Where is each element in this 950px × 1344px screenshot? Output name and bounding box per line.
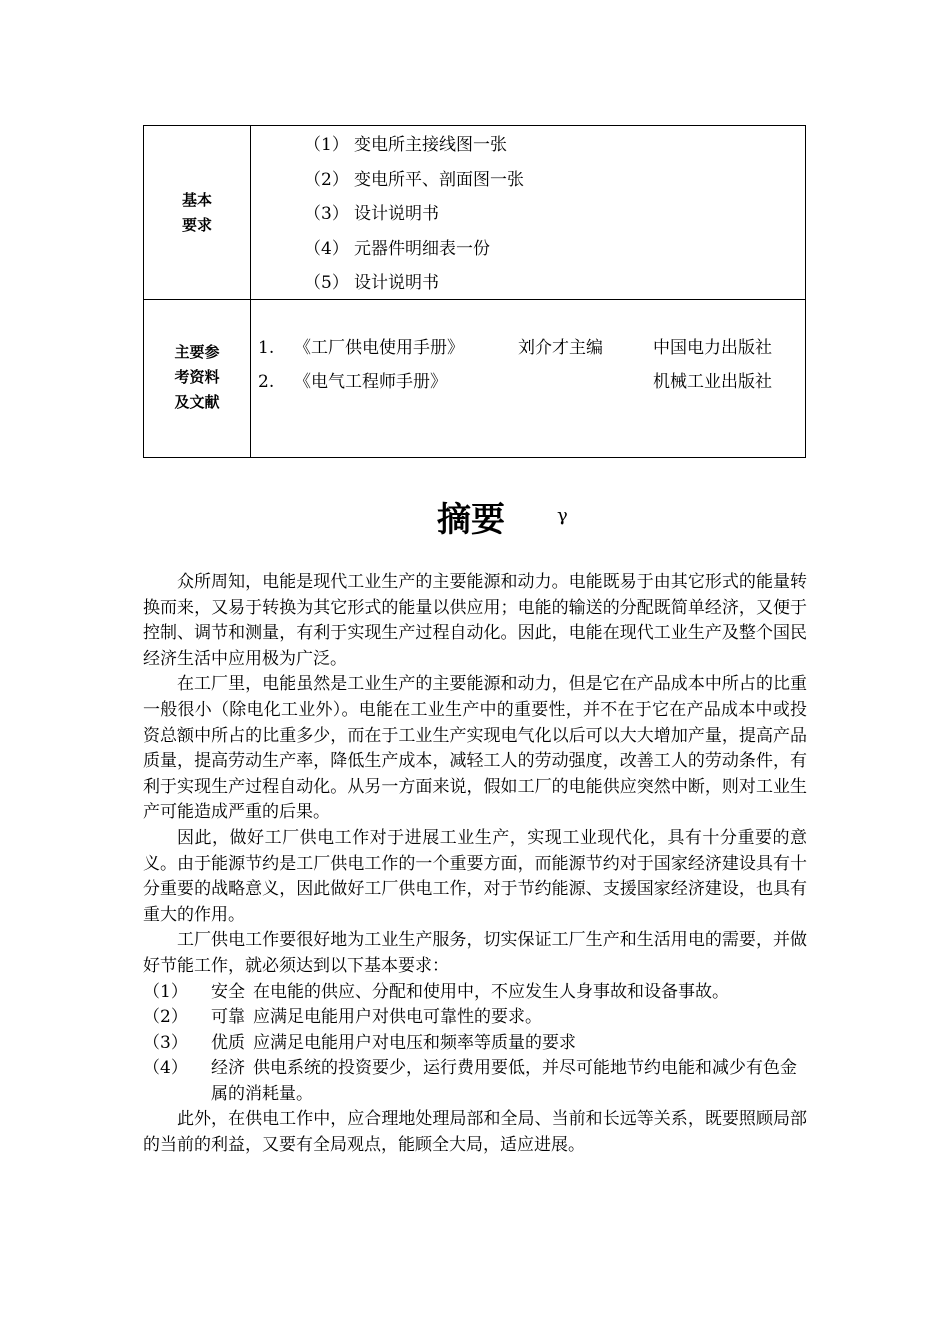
paragraph: 众所周知，电能是现代工业生产的主要能源和动力。电能既易于由其它形式的能量转换而来，又易于转换为其它形式的能量以供应用；电能的输送的分配既简单经济，又便于控制、调节和测量，有利于实现生产过程自动化。因此，电能在现代工业生产及整个国民经济生活中应用极为广泛。 (143, 572, 807, 669)
paragraph: 在工厂里，电能虽然是工业生产的主要能源和动力，但是它在产品成本中所占的比重一般很小（除电化工业外）。电能在工业生产中的重要性，并不在于它在产品成本中或投资总额中所占的比重多少，而在于工业生产实现电气化以后可以大大增加产量，提高产品质量，提高劳动生产率，降低生产成本，减轻工人的劳动强度，改善工人的劳动条件，有利于实现生产过程自动化。从另一方面来说，假如工厂的电能供应突然中断，则对工业生产可能造成严重的后果。 (143, 674, 807, 823)
reference-number: 1. (258, 338, 275, 358)
label-line: 主要参 (174, 343, 220, 361)
requirement-text: 应满足电能用户对电压和频率等质量的要求 (253, 1032, 576, 1053)
item-number: （1） (304, 135, 349, 155)
requirement-item (143, 1031, 807, 1057)
reference-item (258, 365, 785, 399)
requirement-text: 供电系统的投资要少，运行费用要低，并尽可能地节约电能和减少有色金属的消耗量。 (211, 1058, 797, 1104)
requirement-number: （4） (143, 1058, 188, 1079)
item-text: 设计说明书 (354, 204, 439, 224)
basic-requirements-list (304, 128, 524, 301)
reference-publisher: 机械工业出版社 (653, 372, 772, 392)
requirement-term: 优质 (211, 1032, 245, 1053)
requirement-text: 应满足电能用户对供电可靠性的要求。 (253, 1007, 542, 1028)
basic-requirements-label (144, 188, 250, 238)
reference-title: 《工厂供电使用手册》 (294, 338, 464, 358)
item-number: （5） (304, 273, 349, 293)
requirement-term: 安全 (211, 981, 245, 1002)
list-item (304, 163, 524, 198)
list-item (304, 232, 524, 267)
label-line: 要求 (181, 216, 212, 234)
requirement-term: 经济 (211, 1058, 245, 1079)
reference-title: 《电气工程师手册》 (294, 372, 447, 392)
gamma-mark: γ (557, 505, 568, 526)
abstract-title: 摘要 (437, 500, 505, 540)
item-text: 元器件明细表一份 (354, 238, 490, 259)
list-item (304, 128, 524, 163)
label-line: 考资料 (174, 368, 220, 386)
item-text: 设计说明书 (354, 273, 439, 293)
reference-item (258, 331, 785, 365)
abstract-body (143, 570, 807, 1159)
paragraph: 此外，在供电工作中，应合理地处理局部和全局、当前和长远等关系，既要照顾局部的当前的利益，又要有全局观点，能顾全大局，适应进展。 (143, 1109, 807, 1156)
requirement-item (143, 1005, 807, 1031)
reference-publisher: 中国电力出版社 (653, 338, 772, 358)
table-column-divider (250, 126, 251, 457)
requirement-term: 可靠 (211, 1007, 245, 1028)
requirement-item (143, 1056, 807, 1107)
item-number: （3） (304, 204, 349, 224)
requirement-number: （2） (143, 1007, 188, 1028)
label-line: 基本 (181, 191, 212, 209)
requirement-number: （3） (143, 1032, 188, 1053)
paragraph: 工厂供电工作要很好地为工业生产服务，切实保证工厂生产和生活用电的需要，并做好节能工作，就必须达到以下基本要求： (143, 930, 807, 976)
references-list (258, 331, 785, 399)
paragraph: 因此，做好工厂供电工作对于进展工业生产，实现工业现代化，具有十分重要的意义。由于能源节约是工厂供电工作的一个重要方面，而能源节约对于国家经济建设具有十分重要的战略意义，因此做好工厂供电工作，对于节约能源、支援国家经济建设，也具有重大的作用。 (143, 827, 807, 925)
reference-number: 2. (258, 372, 275, 392)
label-line: 及文献 (174, 393, 220, 411)
reference-author: 刘介才主编 (518, 338, 603, 358)
item-number: （2） (304, 169, 349, 190)
requirement-item (143, 980, 807, 1006)
task-table (143, 125, 806, 458)
item-text: 变电所平、剖面图一张 (354, 169, 524, 190)
requirement-number: （1） (143, 981, 188, 1002)
references-label (144, 340, 250, 415)
list-item (304, 197, 524, 232)
item-number: （4） (304, 238, 349, 259)
requirement-text: 在电能的供应、分配和使用中，不应发生人身事故和设备事故。 (253, 981, 729, 1002)
item-text: 变电所主接线图一张 (354, 135, 507, 155)
list-item (304, 266, 524, 301)
